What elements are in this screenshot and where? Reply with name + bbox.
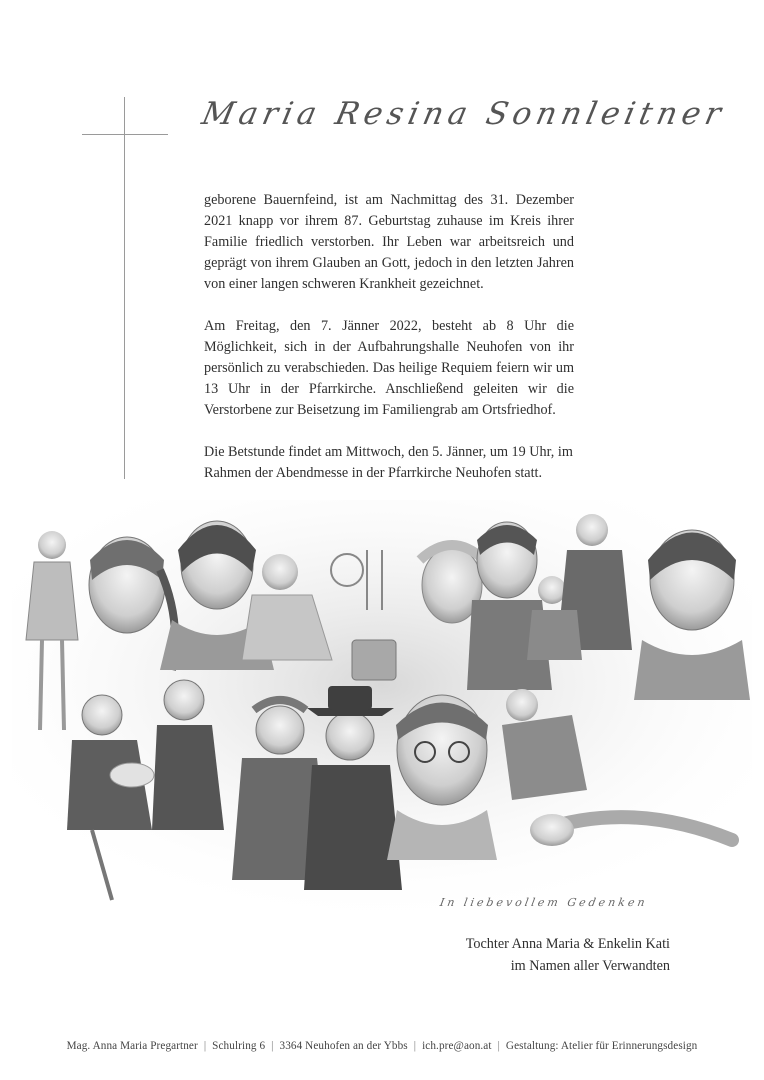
footer-separator: | — [413, 1040, 417, 1052]
sketch-woman-with-glasses — [387, 695, 497, 860]
footer-separator: | — [271, 1040, 274, 1052]
footer-contact-name: Mag. Anna Maria Pregartner — [66, 1040, 198, 1052]
dedication-text: In liebevollem Gedenken — [438, 896, 649, 909]
signature-line-relatives: im Namen aller Verwandten — [510, 958, 670, 974]
cross-horizontal-line — [82, 134, 168, 135]
signature-block — [466, 933, 670, 977]
deceased-name: Maria Resina Sonnleitner — [198, 96, 730, 132]
cross-vertical-line — [124, 97, 125, 479]
obituary-text — [204, 190, 574, 505]
paragraph-prayer-service: Die Betstunde findet am Mittwoch, den 5. Jänner, um 19 Uhr, im Rahmen der Abendmesse in der Pfarrkirche Neuhofen statt. — [204, 444, 573, 481]
footer-separator: | — [203, 1040, 207, 1052]
paragraph-death-notice: geborene Bauernfeind, ist am Nachmittag des 31. Dezember 2021 knapp vor ihrem 87. Geburtstag zuhause im Kreis ihrer Familie friedlich verstorben. Ihr Leben war arbeitsreich und geprägt von ihrem Glauben an Gott, jedoch in den letzten Jahren von einer langen schweren Krankheit gezeichnet. — [204, 192, 574, 292]
portrait-collage — [12, 500, 752, 910]
footer-contact — [0, 1040, 764, 1052]
paragraph-funeral-details: Am Freitag, den 7. Jänner 2022, besteht ab 8 Uhr die Möglichkeit, sich in der Aufbahrungshalle Neuhofen von ihr persönlich zu verabschieden. Das heilige Requiem feiern wir um 13 Uhr in der Pfarrkirche. Anschließend geleiten wir die Verstorbene zur Beisetzung im Familiengrab am Ortsfriedhof. — [204, 318, 574, 418]
footer-street: Schulring 6 — [212, 1040, 266, 1052]
footer-email-link[interactable]: ich.pre@aon.at — [422, 1040, 492, 1052]
footer-separator: | — [497, 1040, 500, 1052]
signature-line-family: Tochter Anna Maria & Enkelin Kati — [465, 936, 670, 952]
footer-city: 3364 Neuhofen an der Ybbs — [279, 1040, 408, 1052]
footer-design-credit: Gestaltung: Atelier für Erinnerungsdesign — [505, 1040, 698, 1052]
